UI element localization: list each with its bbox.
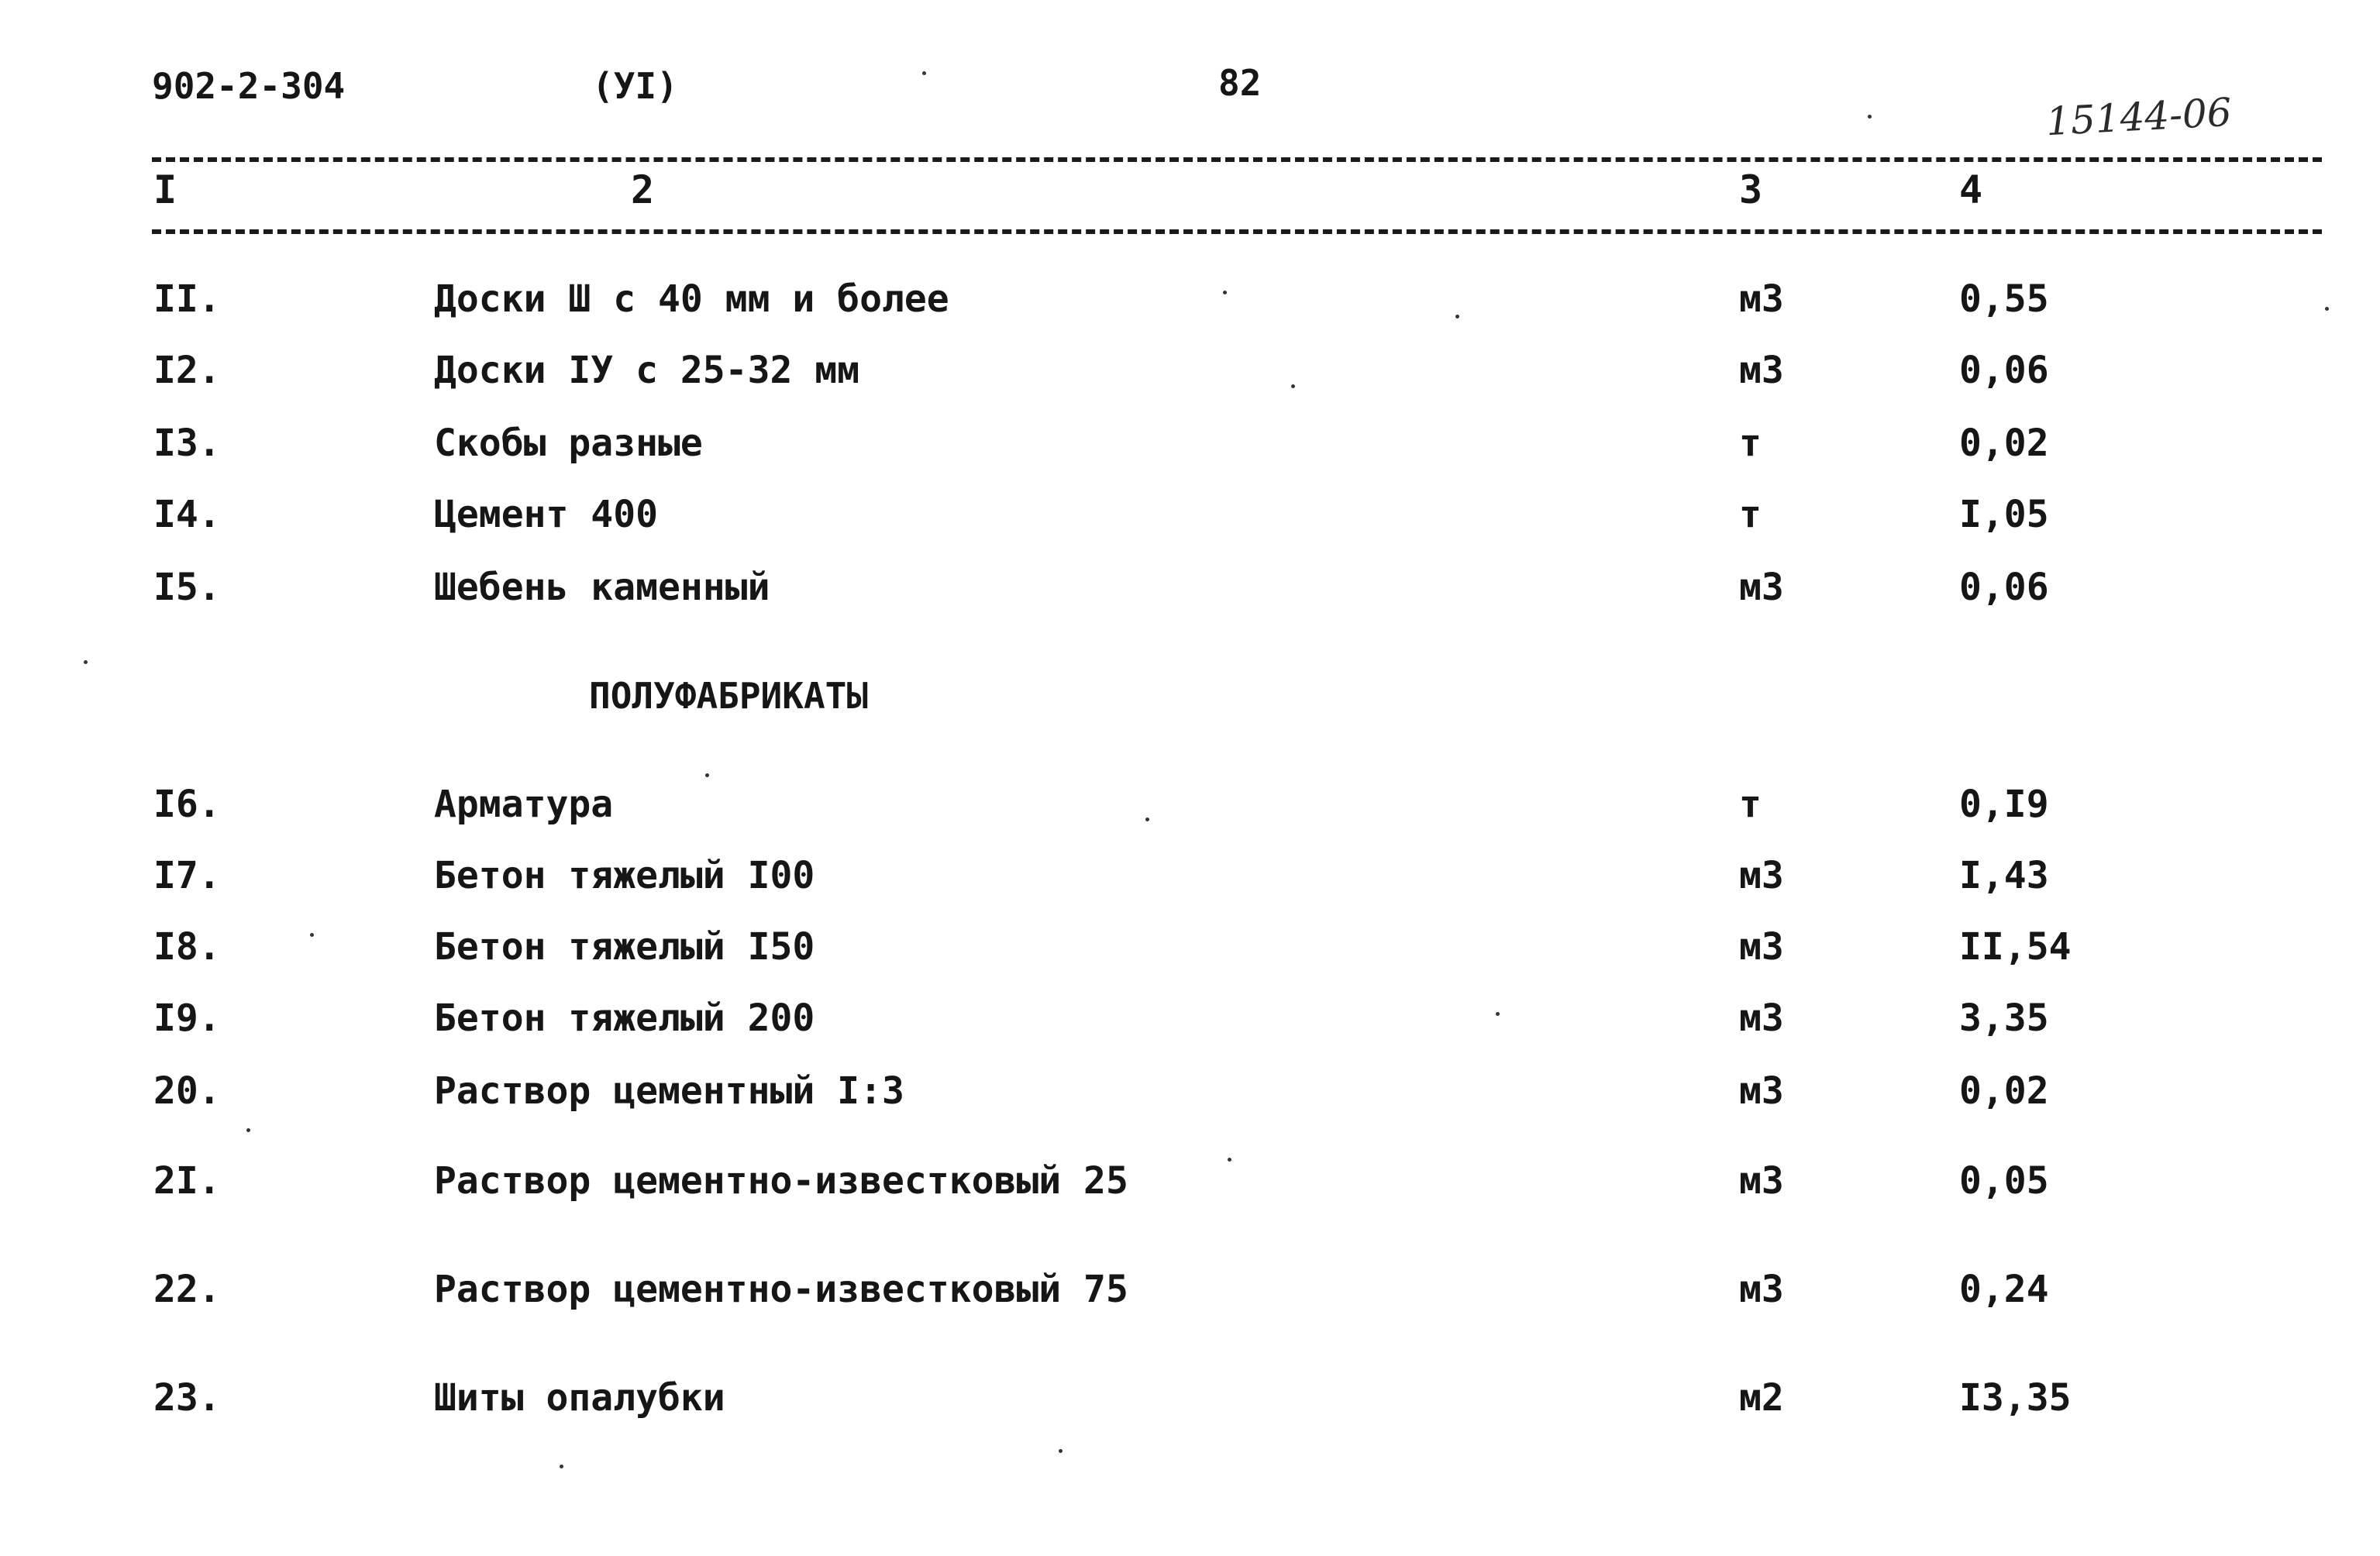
scan-speck bbox=[1868, 115, 1872, 119]
scan-speck bbox=[1455, 315, 1459, 318]
column-header-4: 4 bbox=[1959, 167, 1983, 212]
row-unit: т bbox=[1739, 493, 1762, 536]
row-material: Бетон тяжелый I50 bbox=[434, 925, 815, 969]
column-header-3: 3 bbox=[1739, 167, 1763, 212]
scan-speck bbox=[246, 1128, 250, 1132]
row-number: I3. bbox=[153, 422, 221, 465]
scan-speck bbox=[1228, 1158, 1231, 1162]
row-unit: т bbox=[1739, 422, 1762, 465]
row-material: Доски IУ с 25-32 мм bbox=[434, 349, 860, 392]
scan-speck bbox=[310, 933, 314, 937]
row-unit: м3 bbox=[1739, 997, 1784, 1040]
table-row bbox=[0, 276, 2380, 322]
row-number: I6. bbox=[153, 783, 221, 826]
row-material: Скобы разные bbox=[434, 422, 703, 465]
scan-speck bbox=[705, 773, 709, 777]
section-mark: (УI) bbox=[592, 65, 678, 107]
row-number: 2I. bbox=[153, 1159, 221, 1203]
scan-speck bbox=[560, 1465, 563, 1468]
row-quantity: II,54 bbox=[1959, 925, 2072, 969]
row-quantity: 0,02 bbox=[1959, 1069, 2049, 1113]
row-material: Раствор цементно-известковый 75 bbox=[434, 1268, 1128, 1311]
row-unit: м3 bbox=[1739, 1069, 1784, 1113]
row-number: I8. bbox=[153, 925, 221, 969]
column-header-2: 2 bbox=[631, 167, 655, 212]
table-top-rule bbox=[152, 157, 2322, 162]
table-row bbox=[0, 852, 2380, 899]
table-row bbox=[0, 1158, 2380, 1204]
page-number: 82 bbox=[1218, 62, 1262, 104]
row-material: Раствор цементно-известковый 25 bbox=[434, 1159, 1128, 1203]
scan-speck bbox=[1145, 818, 1149, 821]
row-material: Арматура bbox=[434, 783, 614, 826]
scan-speck bbox=[922, 71, 926, 75]
table-row bbox=[0, 564, 2380, 611]
row-number: I2. bbox=[153, 349, 221, 392]
table-row bbox=[0, 1266, 2380, 1313]
row-unit: т bbox=[1739, 783, 1762, 826]
row-quantity: 0,55 bbox=[1959, 277, 2049, 321]
row-material: Цемент 400 bbox=[434, 493, 658, 536]
scan-speck bbox=[84, 660, 88, 664]
document-number: 902-2-304 bbox=[152, 65, 346, 107]
scan-speck bbox=[2325, 307, 2329, 311]
row-material: Шиты опалубки bbox=[434, 1376, 725, 1420]
row-number: 22. bbox=[153, 1268, 221, 1311]
row-quantity: 3,35 bbox=[1959, 997, 2049, 1040]
row-number: I4. bbox=[153, 493, 221, 536]
table-header-rule bbox=[152, 229, 2322, 234]
row-material: Шебень каменный bbox=[434, 566, 770, 609]
row-quantity: I,43 bbox=[1959, 854, 2049, 897]
table-row bbox=[0, 1068, 2380, 1114]
scan-speck bbox=[1291, 384, 1295, 388]
row-unit: м3 bbox=[1739, 854, 1784, 897]
row-number: I9. bbox=[153, 997, 221, 1040]
row-material: Бетон тяжелый I00 bbox=[434, 854, 815, 897]
row-unit: м3 bbox=[1739, 1159, 1784, 1203]
row-number: 20. bbox=[153, 1069, 221, 1113]
row-material: Бетон тяжелый 200 bbox=[434, 997, 815, 1040]
table-row bbox=[0, 491, 2380, 538]
row-quantity: 0,06 bbox=[1959, 349, 2049, 392]
row-number: II. bbox=[153, 277, 221, 321]
row-material: Раствор цементный I:3 bbox=[434, 1069, 904, 1113]
row-unit: м2 bbox=[1739, 1376, 1784, 1420]
table-row bbox=[0, 781, 2380, 828]
scan-speck bbox=[1496, 1012, 1500, 1016]
row-quantity: 0,I9 bbox=[1959, 783, 2049, 826]
table-row bbox=[0, 420, 2380, 466]
row-unit: м3 bbox=[1739, 566, 1784, 609]
section-title: ПОЛУФАБРИКАТЫ bbox=[589, 675, 869, 717]
table-row bbox=[0, 995, 2380, 1041]
handwritten-code: 15144-06 bbox=[2044, 89, 2233, 145]
scan-speck bbox=[1059, 1449, 1063, 1453]
row-unit: м3 bbox=[1739, 1268, 1784, 1311]
row-material: Доски Ш с 40 мм и более bbox=[434, 277, 949, 321]
row-quantity: 0,24 bbox=[1959, 1268, 2049, 1311]
row-unit: м3 bbox=[1739, 925, 1784, 969]
row-unit: м3 bbox=[1739, 349, 1784, 392]
table-row bbox=[0, 1375, 2380, 1421]
row-quantity: 0,02 bbox=[1959, 422, 2049, 465]
table-row bbox=[0, 924, 2380, 970]
row-number: 23. bbox=[153, 1376, 221, 1420]
column-header-1: I bbox=[153, 167, 177, 212]
row-number: I7. bbox=[153, 854, 221, 897]
table-row bbox=[0, 347, 2380, 394]
row-quantity: 0,05 bbox=[1959, 1159, 2049, 1203]
scan-speck bbox=[1223, 291, 1227, 294]
row-quantity: I,05 bbox=[1959, 493, 2049, 536]
row-number: I5. bbox=[153, 566, 221, 609]
row-quantity: I3,35 bbox=[1959, 1376, 2072, 1420]
row-unit: м3 bbox=[1739, 277, 1784, 321]
row-quantity: 0,06 bbox=[1959, 566, 2049, 609]
